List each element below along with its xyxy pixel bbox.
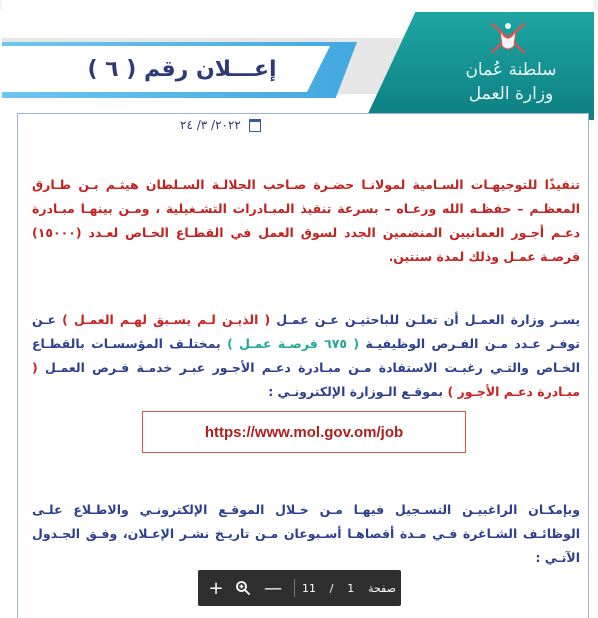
zoom-in-button[interactable] bbox=[203, 570, 229, 606]
announcement-title: إعـــلان رقم ( ٦ ) bbox=[87, 57, 277, 82]
page-label: صفحة bbox=[368, 581, 396, 595]
zoom-out-button[interactable] bbox=[260, 570, 286, 606]
pdf-toolbar bbox=[198, 570, 401, 606]
page-separator: / bbox=[329, 581, 334, 595]
zoom-button[interactable] bbox=[230, 570, 256, 606]
page-indicator bbox=[302, 570, 396, 606]
toolbar-divider bbox=[294, 579, 295, 597]
minus-icon: — bbox=[264, 577, 282, 599]
para-highlight: ( الذيـن لـم يسـبق لهـم العمـل ) bbox=[62, 312, 271, 327]
paragraph-announcement bbox=[32, 308, 580, 404]
para-highlight-count: ( ٦٧٥ فرصـة عمـل ) bbox=[227, 336, 360, 351]
logo-text-oman: سلطنة عُمان bbox=[465, 60, 557, 80]
date-row bbox=[180, 118, 261, 132]
announcement-date: ٢٠٢٢/ ٣/ ٢٤ bbox=[180, 118, 241, 132]
paragraph-registration: وبإمكـان الراغبيـن التسـجيل فيهـا مـن خـلال الموقـع الإلكترونـي والاطـلاع علـى الوظائـف الشـاغرة فـي مـدة أقصاهـا أسـبوعان مـن تاريـخ نشـر الإعـلان، وفـق الجـدول الآتـي : bbox=[32, 502, 580, 565]
calendar-icon bbox=[249, 119, 261, 132]
paragraph-directive: تنفيذًا للتوجيهـات السـامية لمولانـا حضـرة صـاحب الجلالـة السـلطان هيثـم بـن طـارق المعظـم – حفظـه الله ورعـاه – بسرعة تنفيذ المبـادرات التشـغيلية ، ومـن بينهـا مبـادرة دعـم أجـور العمانيين المنضمين الجدد لسوق العمل في القطـاع الخـاص لعـدد (١٥٠٠٠) فرصـة عمـل وذلك لمدة سنتين. bbox=[32, 177, 580, 264]
para-text: عـن توفـر عـدد مـن الفـرص الوظيفيـة bbox=[32, 312, 580, 351]
total-pages: 11 bbox=[302, 581, 316, 595]
logo-text-ministry: وزارة العمل bbox=[468, 84, 554, 104]
para-highlight-initiative: ( مبـادرة دعـم الأجـور ) bbox=[32, 360, 580, 399]
para-text: بموقـع الـوزارة الإلكترونـي : bbox=[268, 384, 444, 399]
plus-icon: + bbox=[208, 577, 224, 599]
para-text: يسـر وزارة العمـل أن تعلـن للباحثيـن عـن عمـل bbox=[276, 312, 581, 327]
para-text: بمختلـف المؤسسـات بالقطـاع الخـاص والتـي رغبـت الاستفادة مـن مبـادرة دعـم الأجـور عبـر خدمـة فـرص العمـل bbox=[32, 336, 580, 375]
current-page-input[interactable]: 1 bbox=[347, 581, 355, 595]
ministry-url-link[interactable]: https://www.mol.gov.om/job bbox=[142, 411, 466, 453]
oman-emblem-icon bbox=[486, 16, 530, 60]
magnifier-icon bbox=[235, 580, 251, 596]
